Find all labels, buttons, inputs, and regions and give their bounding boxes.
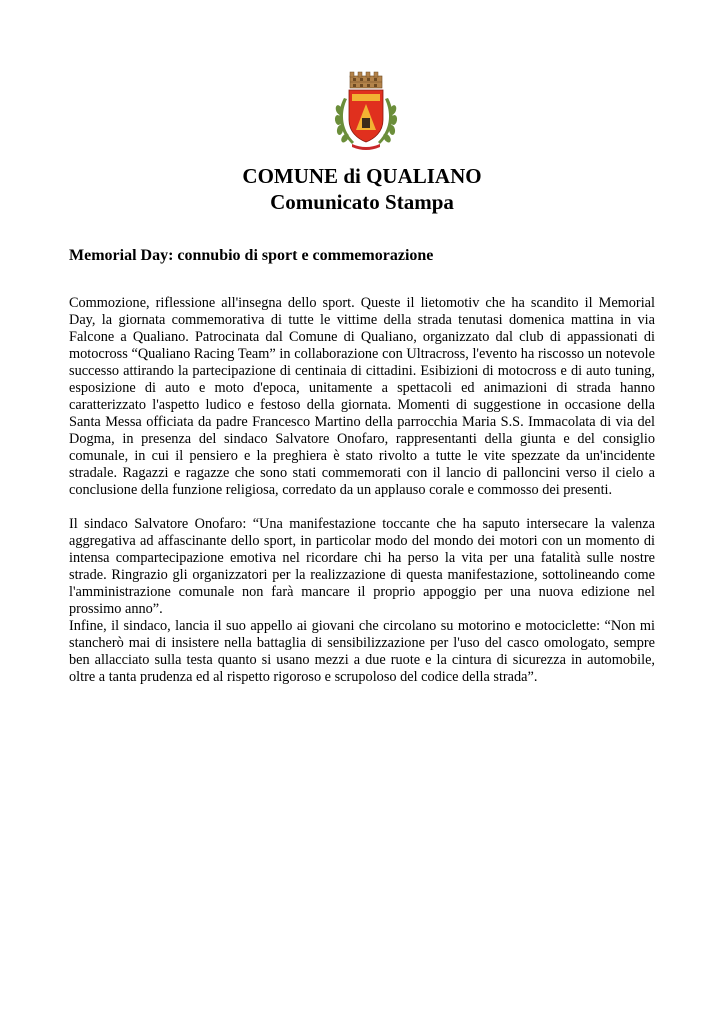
coat-of-arms-icon bbox=[330, 68, 402, 158]
paragraph: Il sindaco Salvatore Onofaro: “Una manifestazione toccante che ha saputo intersecare la valenza aggregativa ad affascinante dello sport, in particolar modo del mondo dei motori con un momento di intensa compartecipazione emotiva nel ricordare chi ha perso la vita per una fatalità sulle nostre strade. Ringrazio gli organizzatori per la realizzazione di questa manifestazione, sottolineando come l'amministrazione comunale non farà mancare il proprio appoggio per una nuova edizione nel prossimo anno”. bbox=[69, 516, 655, 617]
paragraph: Commozione, riflessione all'insegna dello sport. Queste il lietomotiv che ha scandito il Memorial Day, la giornata commemorativa di tutte le vittime della strada tenutasi domenica mattina in via Falcone a Qualiano. Patrocinata dal Comune di Qualiano, organizzato dal club di appassionati di motocross “Qualiano Racing Team” in collaborazione con Ultracross, l'evento ha riscosso un notevole successo attirando la partecipazione di centinaia di cittadini. Esibizioni di motocross e di auto tuning, esposizione di auto e moto d'epoca, unitamente a spettacoli ed animazioni di strada hanno caratterizzato l'aspetto ludico e festoso della giornata. Momenti di suggestione in occasione della Santa Messa officiata da padre Francesco Martino della parrocchia Maria S.S. Immacolata di via del Dogma, in presenza del sindaco Salvatore Onofaro, rappresentanti della giunta e del consiglio comunale, in cui il pensiero e la preghiera è stato rivolto a tutte le vite spezzate da un'incidente stradale. Ragazzi e ragazze che sono stati commemorati con il lancio di palloncini verso il cielo a conclusione della funzione religiosa, corredato da un applauso corale e commosso dei presenti. bbox=[69, 295, 655, 498]
document-subtitle: Comunicato Stampa bbox=[270, 190, 454, 214]
municipality-title: COMUNE di QUALIANO bbox=[242, 164, 482, 188]
paragraph: Infine, il sindaco, lancia il suo appello ai giovani che circolano su motorino e motociclette: “Non mi stancherò mai di insistere nella battaglia di sensibilizzazione per l'uso del casco omologato, sempre ben allacciato sulla testa quanto si usano mezzi a due ruote e la cintura di sicurezza in automobile, oltre a tanta prudenza ed al rispetto rigoroso e scrupoloso del codice della strada”. bbox=[69, 618, 655, 685]
article-body bbox=[69, 295, 655, 686]
article-headline: Memorial Day: connubio di sport e commemorazione bbox=[69, 247, 434, 264]
